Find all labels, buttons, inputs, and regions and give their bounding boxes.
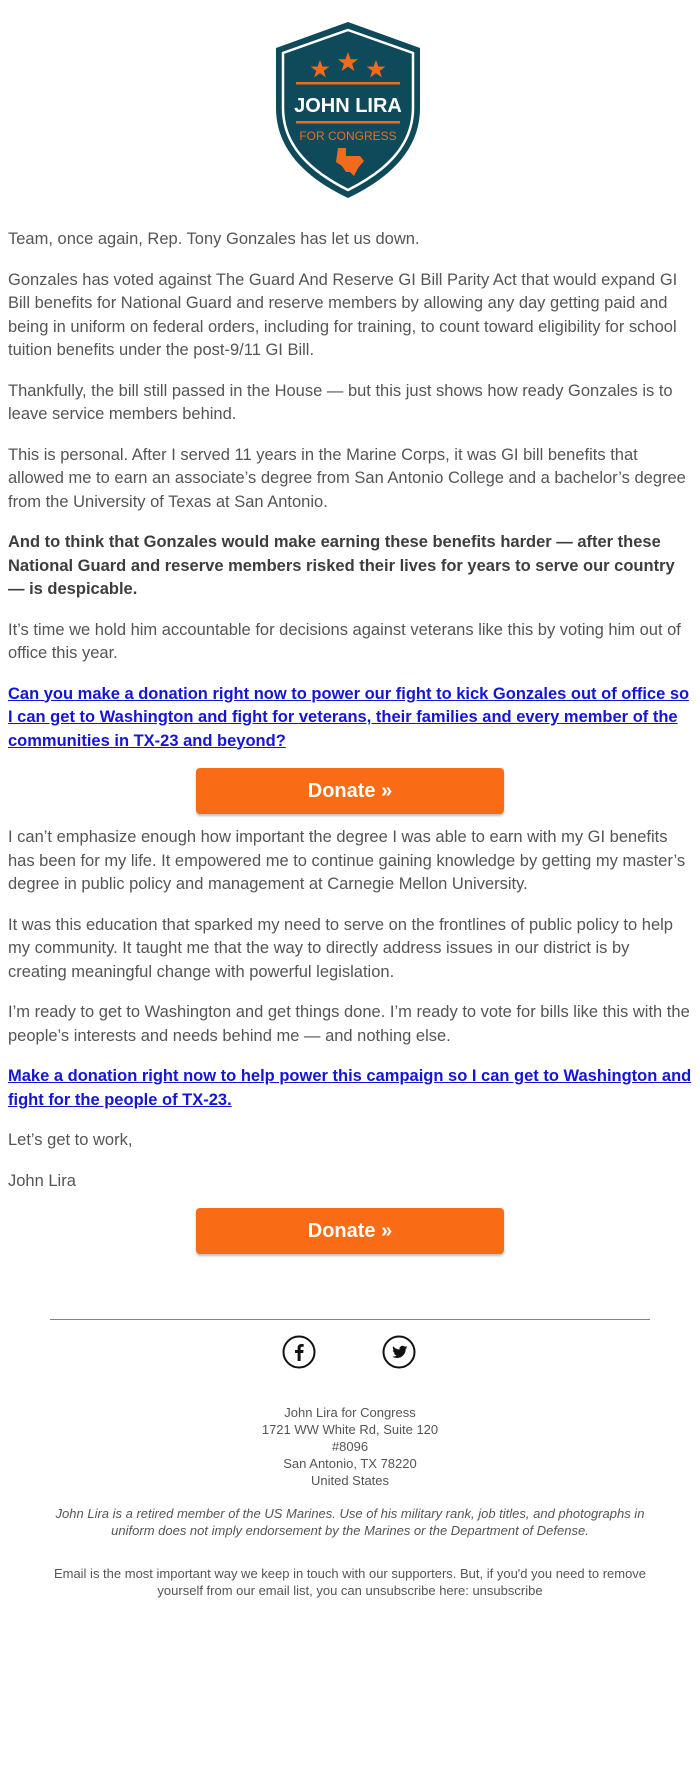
unsubscribe-link[interactable]: unsubscribe bbox=[472, 1583, 543, 1598]
footer-address bbox=[40, 1404, 660, 1489]
footer-divider bbox=[50, 1319, 650, 1320]
paragraph-degree: I can’t emphasize enough how important the degree I was able to earn with my GI benefits has been for my life. It empowered me to continue gaining knowledge by getting my master’s degree in public policy and management at Carnegie Mellon University. bbox=[8, 828, 686, 893]
donate-row-2 bbox=[8, 1208, 692, 1254]
donation-ask-2 bbox=[8, 1065, 692, 1112]
signoff: Let’s get to work, bbox=[8, 1131, 133, 1149]
twitter-icon[interactable] bbox=[382, 1335, 416, 1369]
paragraph-vote: Gonzales has voted against The Guard And Reserve GI Bill Parity Act that would expand GI Bill benefits for National Guard and reserve members by allowing any day getting paid and being in uniform on federal orders, including for training, to count toward eligibility for school tuition benefits under the post-9/11 GI Bill. bbox=[8, 270, 678, 359]
signature: John Lira bbox=[8, 1171, 76, 1190]
donate-button[interactable]: Donate » bbox=[196, 768, 504, 814]
shield-logo-icon bbox=[268, 20, 428, 200]
donation-link-1[interactable]: Can you make a donation right now to power our fight to kick Gonzales out of office so I can get to Washington and fight for veterans, their families and every member of the communities in TX-23 and beyond? bbox=[8, 684, 690, 750]
donation-link-2[interactable]: Make a donation right now to help power this campaign so I can get to Washington and fight for the people of TX-23. bbox=[8, 1067, 692, 1109]
address-line: John Lira for Congress bbox=[284, 1405, 416, 1420]
donate-button-bottom[interactable]: Donate » bbox=[196, 1208, 504, 1254]
footer-unsubscribe bbox=[40, 1565, 660, 1599]
address-line: United States bbox=[310, 1473, 390, 1488]
logo-tagline-text: FOR CONGRESS bbox=[299, 129, 397, 143]
paragraph-bill-passed: Thankfully, the bill still passed in the House — but this just shows how ready Gonzales is to leave service members behind. bbox=[8, 381, 673, 423]
intro-paragraph: Team, once again, Rep. Tony Gonzales has let us down. bbox=[8, 230, 420, 248]
address-line: #8096 bbox=[331, 1439, 369, 1454]
address-line: 1721 WW White Rd, Suite 120 bbox=[261, 1422, 439, 1437]
logo-name-text: JOHN LIRA bbox=[294, 95, 402, 117]
donate-row-1 bbox=[8, 768, 692, 814]
footer-disclaimer: John Lira is a retired member of the US Marines. Use of his military rank, job titles, and photographs in uniform does not imply endorsement by the Marines or the Department of Defense. bbox=[55, 1506, 645, 1538]
campaign-logo bbox=[268, 20, 428, 200]
paragraph-personal: This is personal. After I served 11 years in the Marine Corps, it was GI bill benefits that allowed me to earn an associate’s degree from San Antonio College and a bachelor’s degree from the University of Texas at San Antonio. bbox=[8, 445, 686, 511]
paragraph-education: It was this education that sparked my need to serve on the frontlines of public policy to help my community. It taught me that the way to directly address issues in our district is by creating meaningful change with powerful legislation. bbox=[8, 915, 673, 981]
facebook-icon[interactable] bbox=[282, 1335, 316, 1369]
email-body bbox=[8, 228, 692, 1270]
paragraph-emphasis: And to think that Gonzales would make earning these benefits harder — after these National Guard and reserve members risked their lives for years to serve our country — is despicable. bbox=[8, 533, 675, 598]
address-line: San Antonio, TX 78220 bbox=[283, 1456, 417, 1471]
unsubscribe-text: Email is the most important way we keep in touch with our supporters. But, if you'd you need to remove yourself from our email list, you can unsubscribe here: bbox=[53, 1566, 647, 1598]
paragraph-ready: I’m ready to get to Washington and get things done. I’m ready to vote for bills like this with the people’s interests and needs behind me — and nothing else. bbox=[8, 1003, 690, 1045]
paragraph-accountable: It’s time we hold him accountable for decisions against veterans like this by voting him out of office this year. bbox=[8, 620, 681, 662]
social-links bbox=[0, 1335, 700, 1375]
donation-ask-1 bbox=[8, 683, 692, 754]
